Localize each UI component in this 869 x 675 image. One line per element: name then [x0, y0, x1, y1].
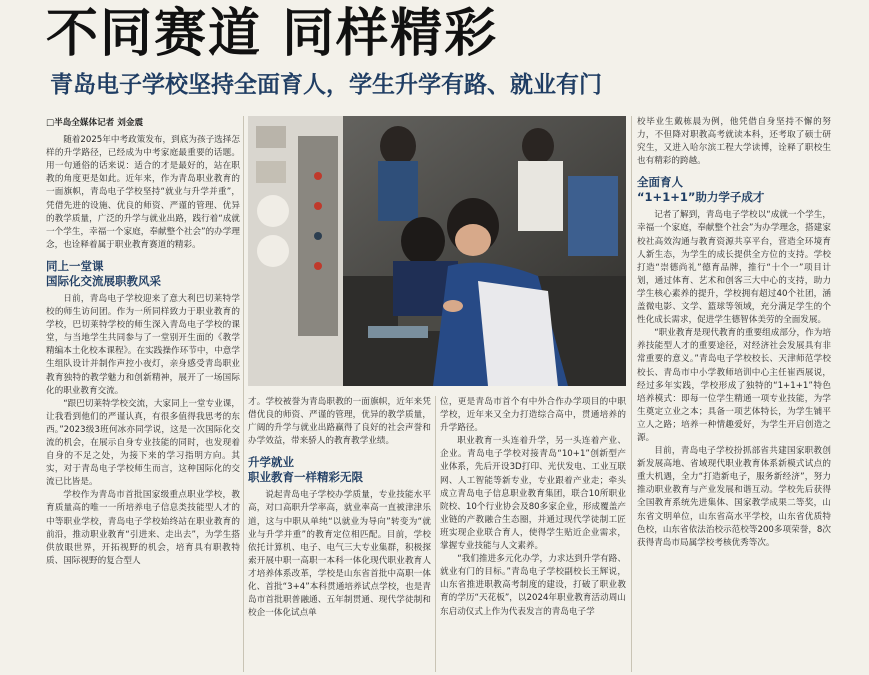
paragraph-continued: 位，更是青岛市首个有中外合作办学项目的中职学校，近年来又全力打造综合高中，贯通培养的升学路径。 [440, 397, 626, 434]
section-2-kicker: 升学就业 [248, 455, 294, 470]
news-photo [248, 116, 626, 386]
subheadline: 青岛电子学校坚持全面育人，学生升学有路、就业有门 [50, 72, 602, 98]
section-2-heading: 职业教育一样精彩无限 [248, 470, 363, 485]
intro-paragraph: 随着2025年中考政策发布，到底为孩子选择怎样的升学路径，已经成为中考家庭最重要的话题。用一句通俗的话来说：适合的才是最好的，站在职教的角度更是如此。近年来，作为青岛职业教育的一面旗帜，青岛电子学校坚持“就业与升学并重”，凭借先进的设施、优良的师资、严谨的管理、优异的教学质量，广泛的升学与就业出路，践行着“成就一个学生，幸福一个家庭，奉献整个社会”的办学理念，也诠释着属于职业教育赛道的精彩。 [46, 135, 240, 250]
column-divider [243, 116, 244, 672]
column-3 [440, 396, 626, 673]
column-2 [248, 396, 431, 673]
section-3-kicker: 全面育人 [637, 175, 683, 190]
paragraph: 说起青岛电子学校办学质量，专业技能水平高，对口高职升学率高，就业率高一直被津津乐道，这与中职从单纯“以就业为导向”转变为“就业与升学并重”的教育定位相匹配。目前，学校依托计算机、电子、电气三大专业集群，积极探索开展中职一高职一本科一体化现代职业教育人才培养体系改革，学校是山东省首批中高职一体化、首批“3+4”本科贯通培养试点学校，也是青岛市首批职普融通、五年制贯通、现代学徒制和校企一体化试点单 [248, 490, 431, 619]
paragraph: 目前，青岛电子学校扮抓部省共建国家职教创新发展高地、省域现代职业教育体系新模式试点的重大机遇，全力“打造新电子，服务新经济”，努力推动职业教育与产业发展和谐互动。学校先后获得全国教育系统先进集体、国家教学成果二等奖，山东省文明单位，山东省高水平学校，山东省优质特色校，山东省依法治校示范校等200多项荣誉，8次获得青岛市局属学校考核优秀等次。 [637, 446, 831, 548]
paragraph: 记者了解到，青岛电子学校以“成就一个学生，幸福一个家庭，奉献整个社会”为办学理念，搭建家校社高效沟通与教育资源共享平台，营造全环境育人新生态，为学生的成长提供全方位的支持。学校打造“崇德尚礼”德育品牌，推行“十个一”项目计划，通过体育、艺术和创客三大中心的支持，助力学生核心素养的提升，学校拥有超过40个社团，涵盖微电影、文学、篮球等领域，充分满足学生的个性化成长需求，促进学生德智体美劳的全面发展。 [637, 210, 831, 326]
section-3-title [637, 175, 831, 205]
column-1 [46, 117, 240, 673]
section-1-title [46, 259, 240, 289]
column-4 [637, 116, 831, 673]
section-1-kicker: 同上一堂课 [46, 258, 104, 273]
paragraph: “职业教育是现代教育的重要组成部分，作为培养技能型人才的重要途径，对经济社会发展具有非常重要的意义。”青岛电子学校校长、天津师范学校校长、青岛市中小学教师培训中心主任崔西展说，经过多年实践，学校形成了独特的“1+1+1”特色培养模式：即每一位学生精通一项专业技能，为学生奠定立业之本；具备一项艺体特长，为学生铺平立人之路；培养一种情趣爱好，为学生开启创造之源。 [637, 328, 831, 443]
paragraph-continued: 才。学校被誉为青岛职教的一面旗帜，近年来凭借优良的师资、严谨的管理，优异的教学质量，广阔的升学与就业出路赢得了良好的社会声誉和办学效益，带来骄人的教育教学业绩。 [248, 397, 431, 447]
paragraph: 学校作为青岛市首批国家级重点职业学校，教育质量高的唯一一所培养电子信息类技能型人才的中等职业学校，青岛电子学校始终站在职业教育的前沿，推动职业教育“引进来、走出去”，为学生搭供放眼世界，开拓视野的机会，培育具有职教特质、国际视野的复合型人 [46, 490, 240, 566]
paragraph: 日前，青岛电子学校迎来了意大利巴切莱特学校的师生访问团。作为一所同样致力于职业教育的学校，巴切莱特学校的师生深入青岛电子学校的课堂，与当地学生共同参与了一堂别开生面的《教学精编本土化校本课程》。在实践操作环节中，中意学生组队设计并制作声控小夜灯，亲身感受青岛职业教育独特的教学魅力和创新精神，展开了一场国际化的职业教育交流。 [46, 293, 240, 396]
column-divider [631, 116, 632, 672]
paragraph: 职业教育一头连着升学，另一头连着产业、企业。青岛电子学校对接青岛“10+1”创新型产业体系，先后开设3D打印、光伏发电、工业互联网、人工智能等新专业，专业跟着产业走；牵头成立青岛电子信息职业教育集团，联合10所职业院校、10个行业协会及80多家企业，形成覆盖产业链的产教融合生态圈，并通过现代学徒制工匠班实现企业联合育人，使得学生贴近企业需求，掌握专业技能与人文素养。 [440, 436, 626, 552]
section-3-heading: “1+1+1”助力学子成才 [637, 190, 765, 205]
column-divider [435, 396, 436, 672]
section-1-heading: 国际化交流展职教风采 [46, 273, 161, 288]
paragraph-continued: 校毕业生戴栋晨为例，他凭借自身坚持不懈的努力，不但降对职教高考就读本科，还考取了硕士研究生，又进入哈尔滨工程大学读博，诠释了职校生也有精彩的跨越。 [637, 117, 831, 167]
paragraph: “跟巴切莱特学校交流，大家同上一堂专业课，让我看到他们的严谨认真，有很多值得我思考的东西。”2023级3班何冰亦同学说，这是一次国际化交流的机会，在展示自身专业技能的同时，也发现着自身的不足之处，为接下来的学习指明方向。其实，对于青岛电子学校师生而言，这种国际化的交流已比皆是。 [46, 398, 240, 488]
byline: □半岛全媒体记者 刘金震 [46, 118, 144, 128]
section-2-title [248, 455, 431, 485]
headline: 不同赛道 同样精彩 [46, 4, 499, 64]
paragraph: “我们推进多元化办学，力求达到升学有路、就业有门的目标。”青岛电子学校副校长王辉说，山东省推进职教高考制度的建设，打破了职业教育的学历“天花板”，以2024年职业教育活动周山东启动仪式上作为代表发言的青岛电子学 [440, 554, 626, 617]
